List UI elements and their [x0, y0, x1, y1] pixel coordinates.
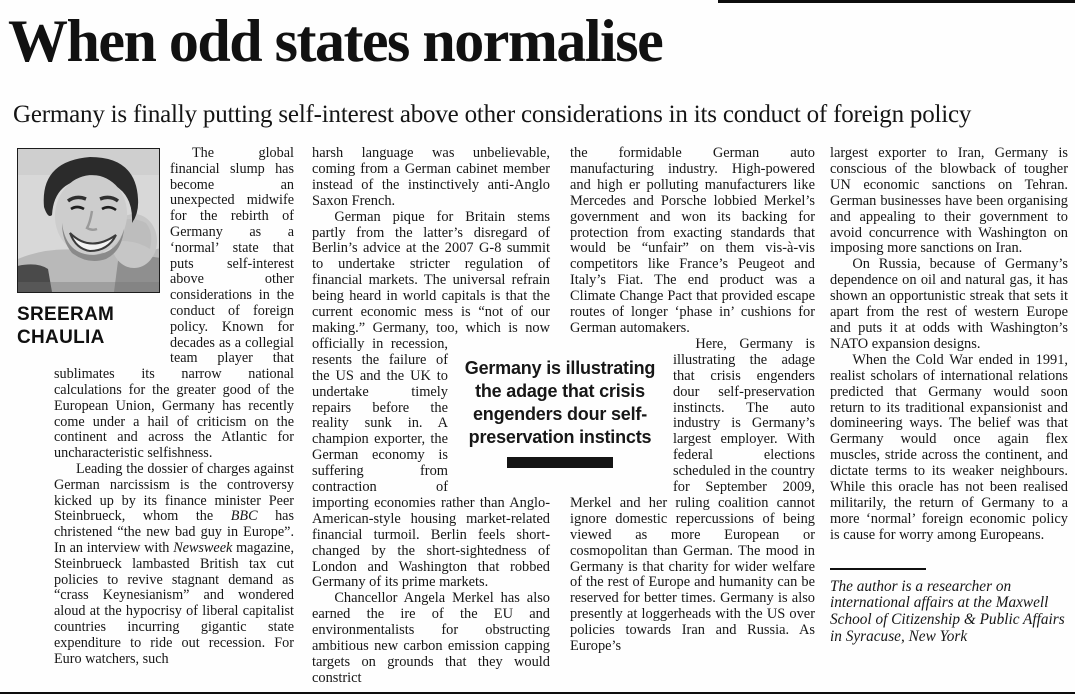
publication-name: BBC: [230, 508, 258, 525]
author-byline-first: SREERAM: [17, 304, 115, 325]
paragraph: [54, 462, 294, 667]
paragraph-text: harsh language was unbelievable, coming from a German cabinet member instead of the instinctively anti-Anglo Saxon French.: [312, 145, 550, 209]
author-photo-graphic: [18, 149, 159, 292]
pull-quote-line: engenders dour self-: [472, 404, 648, 424]
paragraph-text: has christened “the new bad guy in Europe”. In an interview with: [54, 508, 294, 556]
author-bio-block: [830, 568, 1068, 646]
bottom-rule: [0, 692, 1075, 694]
paragraph: [570, 146, 815, 337]
paragraph-text: When the Cold War ended in 1991, realist scholars of international relations predicted that Germany would soon return to its traditional expansionist and domineering ways. The belief was that Germany would once again flex muscles, stride across the continent, and dictate terms to its weaker neighbours. While this oracle has not been realised militarily, the return of Germany to a more ‘normal’ foreign economic policy is cause for worry among Europeans.: [830, 351, 1068, 543]
author-photo: [17, 148, 160, 293]
paragraph-text: largest exporter to Iran, Germany is conscious of the blowback of tougher UN economic sanctions on Tehran. German businesses have been organising and appealing to their government to avoid concurrence with Washington on imposing more sanctions on Iran.: [830, 145, 1068, 257]
paragraph: [830, 146, 1068, 257]
author-byline-last: CHAULIA: [17, 327, 105, 348]
author-bio: The author is a researcher on international affairs at the Maxwell School of Citizenship & Public Affairs in Syracuse, New York: [830, 577, 1065, 646]
paragraph: [830, 353, 1068, 544]
paragraph-text: On Russia, because of Germany’s dependence on oil and natural gas, it has shown an opportunistic streak that sets it apart from the rest of western Europe and puts it at odds with Washington’s NATO expansion designs.: [830, 256, 1068, 352]
body-column-1: [17, 145, 294, 667]
top-rule: [718, 0, 1075, 3]
paragraph-text: officially in recession, resents the failure of the US and the UK to undertake timely repairs before the reality sunk in. A champion exporter, the German economy is suffering from contraction of importing economies rather than Anglo-American-style housing market-related financial turmoil. Berlin feels short-changed by the short-sightedness of London and Washington that robbed Germany of its prime markets.: [312, 335, 550, 591]
pull-quote-underline: [507, 457, 613, 468]
paragraph: [312, 591, 550, 686]
paragraph-text: German pique for Britain stems partly from the latter’s disregard of Berlin’s advice at the 2007 G-8 summit to undertake stricter regulation of financial markets. The universal refrain being heard in world capitals is that the current economic mess is “not of our making.” Germany, too, which is now: [312, 208, 550, 336]
paragraph-text: Chancellor Angela Merkel has also earned the ire of the EU and environmentalists for obstructing ambitious new carbon emission capping targets on grounds that they would constrict: [312, 590, 550, 686]
article-headline: When odd states normalise: [8, 8, 663, 74]
body-column-4: [830, 146, 1068, 646]
paragraph-text: Here, Germany is illustrating the adage that crisis engenders dour self-preservation instincts. The auto industry is Germany’s largest employer. With federal elections scheduled in the country for September 2009, Merkel and her ruling coalition cannot ignore domestic repercussions of being viewed as more European or cosmopolitan than German. The mood in Germany is that charity for wider welfare of the rest of Europe and humanity can be reserved for better times. Germany is also presently at loggerheads with the US over policies towards Iran and Russia. As Europe’s: [570, 335, 815, 655]
pull-quote-line: preservation instincts: [468, 427, 652, 447]
paragraph-text: the formidable German auto manufacturing industry. High-powered and high er polluting manufacturers like Mercedes and Porsche lobbied Merkel’s government and won its backing for protection from exacting standards that would be “unfair” on them vis-à-vis competitors like France’s Peugeot and Italy’s Fiat. The end product was a Climate Change Pact that provided escape routes of longer ‘phase in’ cushions for German automakers.: [570, 145, 815, 336]
paragraph-text: Leading the dossier of charges against German narcissism is the controversy kicked up by its finance minister Peer Steinbrueck, whom the: [54, 460, 294, 525]
pull-quote-line: Germany is illustrating: [464, 358, 656, 378]
author-byline: [17, 303, 160, 349]
article-deck: Germany is finally putting self-interest above other considerations in its conduct of foreign policy: [13, 101, 972, 128]
publication-name: Newsweek: [173, 539, 233, 556]
pull-quote-line: the adage that crisis: [475, 381, 645, 401]
paragraph: [312, 146, 550, 210]
bio-divider: [830, 568, 926, 570]
pull-quote: [452, 357, 668, 468]
paragraph-text: magazine, Steinbrueck lambasted British tax cut policies to revive stagnant demand as “crass Keynesianism” and wondered aloud at the hypocrisy of liberal capitalist countries incurring gigantic state expenditure to ride out recession. For Euro watchers, such: [54, 539, 294, 667]
paragraph-text: The global financial slump has become an unexpected midwife for the rebirth of Germany as a ‘normal’ state that puts self-interest above other considerations in the conduct of foreign policy. Known for decades as a collegial team player that sublimates its narrow national calculations for the greater good of the European Union, Germany has recently come under a hail of criticism on the continent and across the Atlantic for uncharacteristic selfishness.: [54, 145, 294, 462]
paragraph: [830, 257, 1068, 352]
author-block: [17, 148, 160, 355]
